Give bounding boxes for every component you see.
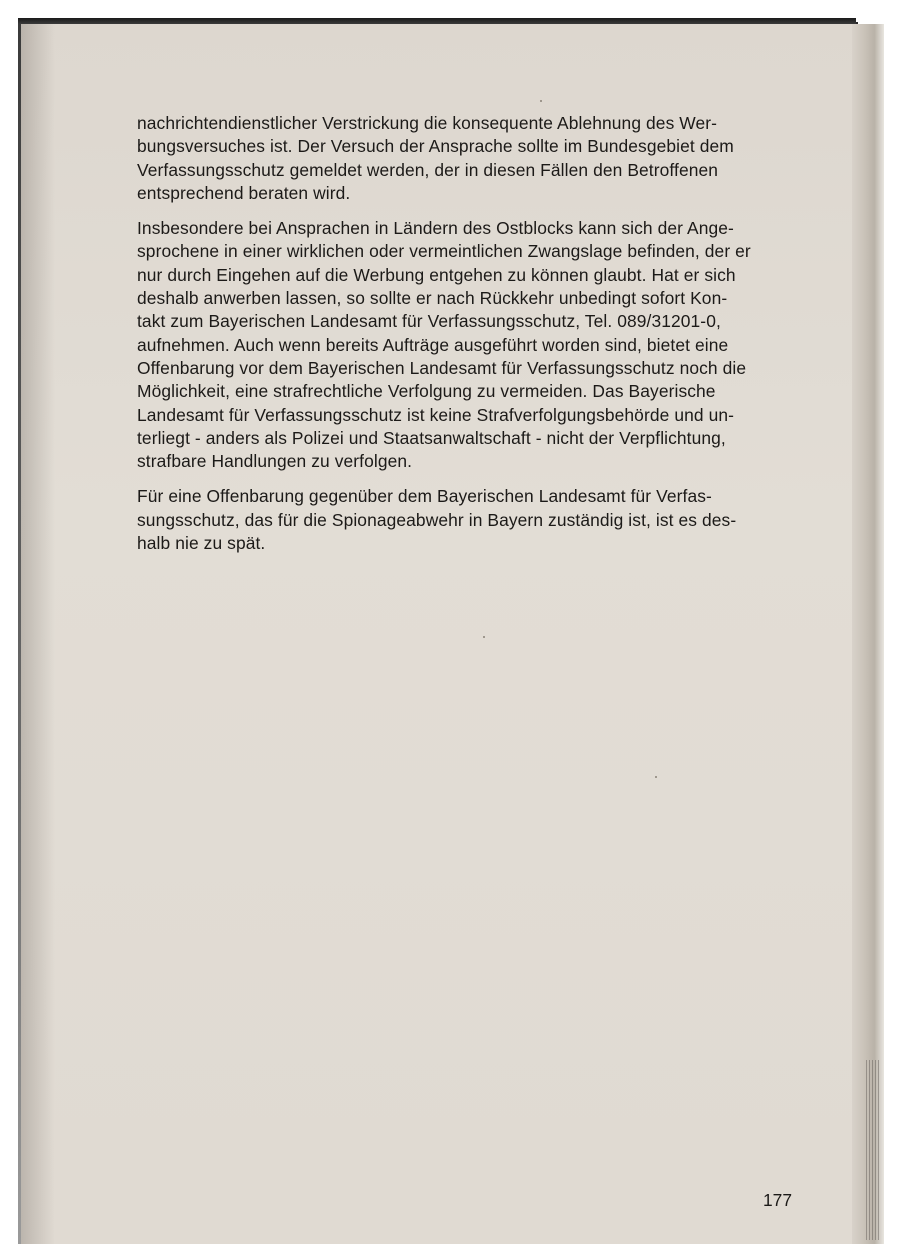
paragraph-2: Insbesondere bei Ansprachen in Ländern des Ostblocks kann sich der Ange- sprochene in einer wirklichen oder vermeintlichen Zwangslage befinden, der er nur durch Eingehen auf die Werbung entgehen zu können glaubt. Hat er sich deshalb anwerben lassen, so sollte er nach Rückkehr unbedingt sofort Kon- takt zum Bayerischen Landesamt für Verfassungsschutz, Tel. 089/31201-0, aufnehmen. Auch wenn bereits Aufträge ausgeführt worden sind, bietet eine Offenbarung vor dem Bayerischen Landesamt für Verfassungsschutz noch die Möglichkeit, eine strafrechtliche Verfolgung zu vermeiden. Das Bayerische Landesamt für Verfassungsschutz ist keine Strafverfolgungsbehörde und un- terliegt - anders als Polizei und Staatsanwaltschaft - nicht der Verpflichtung, strafbare Handlungen zu verfolgen. <box>137 218 751 472</box>
page-stack-lines <box>866 1060 880 1240</box>
paragraph-3: Für eine Offenbarung gegenüber dem Bayerischen Landesamt für Verfas- sungsschutz, das für die Spionageabwehr in Bayern zuständig ist, ist es des- halb nie zu spät. <box>137 486 737 554</box>
paragraph-1: nachrichtendienstlicher Verstrickung die konsequente Ablehnung des Wer- bungsversuches ist. Der Versuch der Ansprache sollte im Bundesgebiet dem Verfassungsschutz gemeldet werden, der in diesen Fällen den Betroffenen entsprechend beraten wird. <box>137 113 734 203</box>
dust-speck <box>655 776 657 778</box>
body-text <box>137 112 797 567</box>
dust-speck <box>483 636 485 638</box>
top-page-edge <box>18 18 856 24</box>
left-page-edge <box>18 22 21 1244</box>
dust-speck <box>540 100 542 102</box>
page-number: 177 <box>762 1190 792 1210</box>
binding-shadow <box>21 24 55 1244</box>
